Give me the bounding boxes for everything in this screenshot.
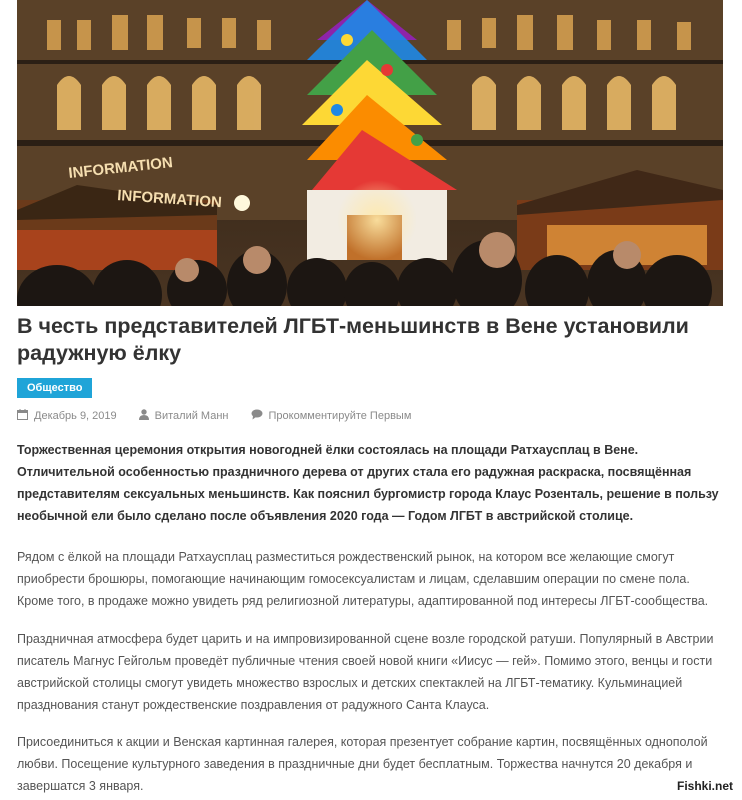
comment-icon: [251, 409, 263, 423]
hero-photo-illustration: [17, 0, 723, 306]
author-link[interactable]: Виталий Манн: [154, 410, 229, 422]
article-title: В честь представителей ЛГБТ-меньшинств в Вене установили радужную ёлку: [17, 314, 689, 365]
article-paragraph: Присоединиться к акции и Венская картинная галерея, которая презентует собрание картин, посвящённых однополой любви. Посещение культурного заведения в праздничные дни будет бесплатным. Торжества начнутся 20 декабря и завершатся 3 января.: [17, 735, 708, 793]
calendar-icon: [17, 409, 28, 423]
watermark: Fishki.net: [674, 778, 736, 794]
category-badge[interactable]: Общество: [17, 378, 92, 398]
comments-link[interactable]: Прокомментируйте Первым: [268, 410, 412, 422]
user-icon: [139, 409, 149, 423]
information-sign-text: INFORMATION: [116, 187, 223, 212]
article-lead: Торжественная церемония открытия новогодней ёлки состоялась на площади Ратхаусплац в Вене. Отличительной особенностью праздничного дерева от других стала его радужная раскраска, посвящённая представителям сексуальных меньшинств. Как пояснил бургомистр города Клаус Розенталь, решение в пользу необычной ели было сделано после объявления 2020 года — Годом ЛГБТ в австрийской столице.: [17, 443, 719, 523]
hero-image: [17, 0, 723, 306]
date-text: Декабрь 9, 2019: [34, 410, 117, 422]
article-meta: [17, 408, 433, 424]
article-paragraph: Рядом с ёлкой на площади Ратхаусплац разместиться рождественский рынок, на котором все желающие смогут приобрести брошюры, помогающие начинающим гомосексуалистам и лицам, сделавшим операции по смене пола. Кроме того, в продаже можно увидеть ряд религиозной литературы, адаптированной под интересы ЛГБТ-сообщества.: [17, 550, 709, 608]
article-author[interactable]: [139, 409, 229, 423]
article-comments[interactable]: [251, 409, 412, 423]
information-sign-text: INFORMATION: [67, 154, 174, 182]
article-paragraph: Праздничная атмосфера будет царить и на импровизированной сцене возле городской ратуши. Популярный в Австрии писатель Магнус Гейгольм проведёт публичные чтения своей новой книги «Иисус — гей». Помимо этого, венцы и гости австрийской столицы смогут увидеть множество взрослых и детских спектаклей на ЛГБТ-тематику. Кульминацией празднования станут рождественские поздравления от радужного Санта Клауса.: [17, 632, 714, 712]
article-date: [17, 409, 117, 423]
